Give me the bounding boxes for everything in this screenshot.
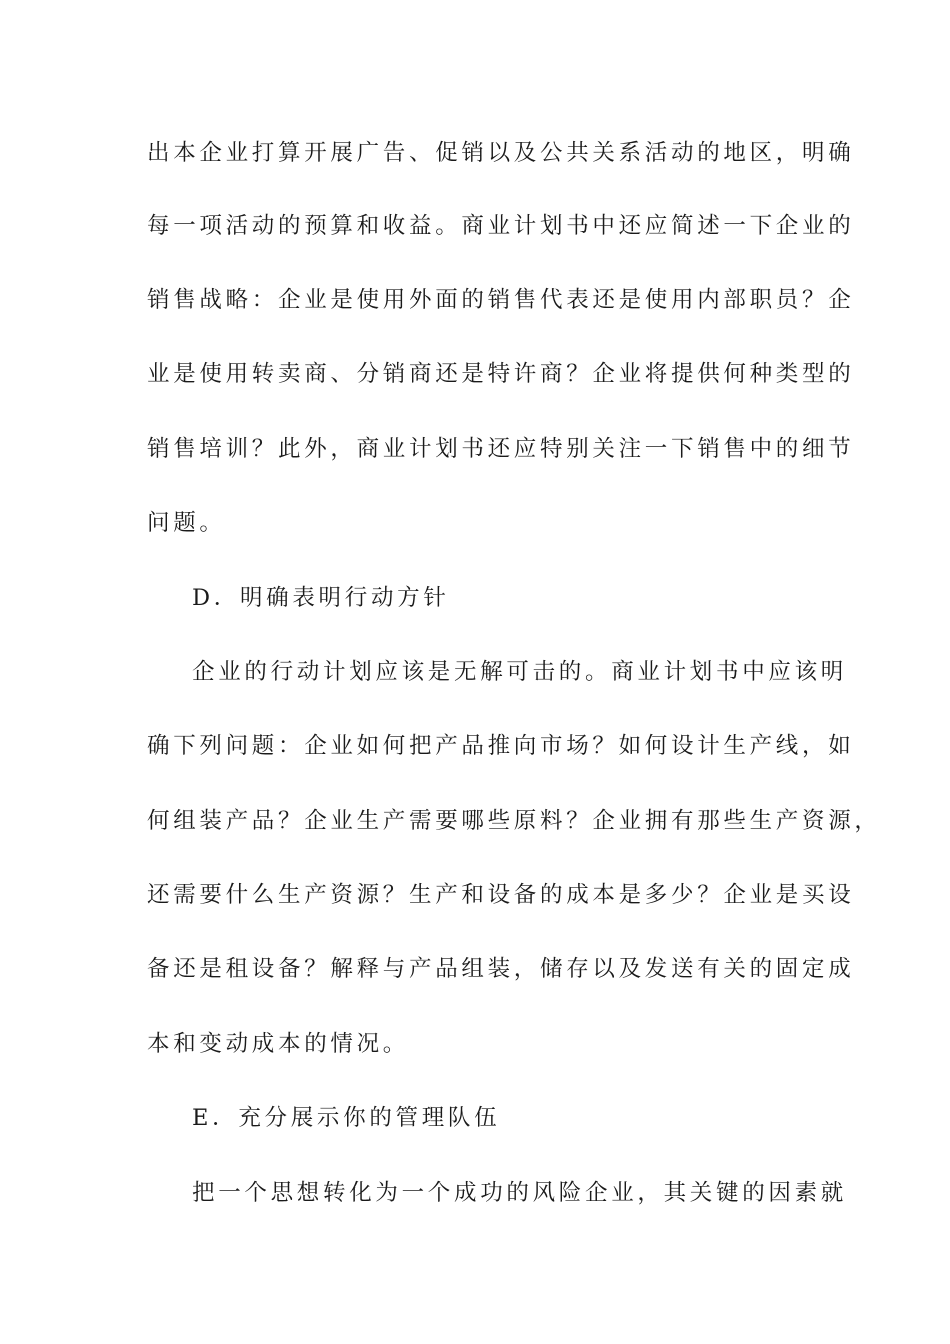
text-line: 备还是租设备？解释与产品组装，储存以及发送有关的固定成 xyxy=(147,956,855,982)
paragraph-start: 把一个思想转化为一个成功的风险企业，其关键的因素就 xyxy=(192,1180,848,1206)
text-line: 何组装产品？企业生产需要哪些原料？企业拥有那些生产资源， xyxy=(147,808,881,834)
text-line: 确下列问题：企业如何把产品推向市场？如何设计生产线，如 xyxy=(147,733,855,759)
text-line: 业是使用转卖商、分销商还是特许商？企业将提供何种类型的 xyxy=(147,361,855,387)
text-line: 出本企业打算开展广告、促销以及公共关系活动的地区，明确 xyxy=(147,140,855,166)
text-line: 问题。 xyxy=(147,510,226,536)
text-line: 本和变动成本的情况。 xyxy=(147,1031,410,1057)
paragraph-start: 企业的行动计划应该是无解可击的。商业计划书中应该明 xyxy=(192,659,848,685)
text-line: 销售战略：企业是使用外面的销售代表还是使用内部职员？企 xyxy=(147,287,855,313)
section-heading-d: D．明确表明行动方针 xyxy=(192,585,450,611)
text-line: 还需要什么生产资源？生产和设备的成本是多少？企业是买设 xyxy=(147,882,855,908)
text-line: 销售培训？此外，商业计划书还应特别关注一下销售中的细节 xyxy=(147,436,855,462)
section-heading-e: E．充分展示你的管理队伍 xyxy=(192,1105,501,1131)
text-line: 每一项活动的预算和收益。商业计划书中还应简述一下企业的 xyxy=(147,213,855,239)
